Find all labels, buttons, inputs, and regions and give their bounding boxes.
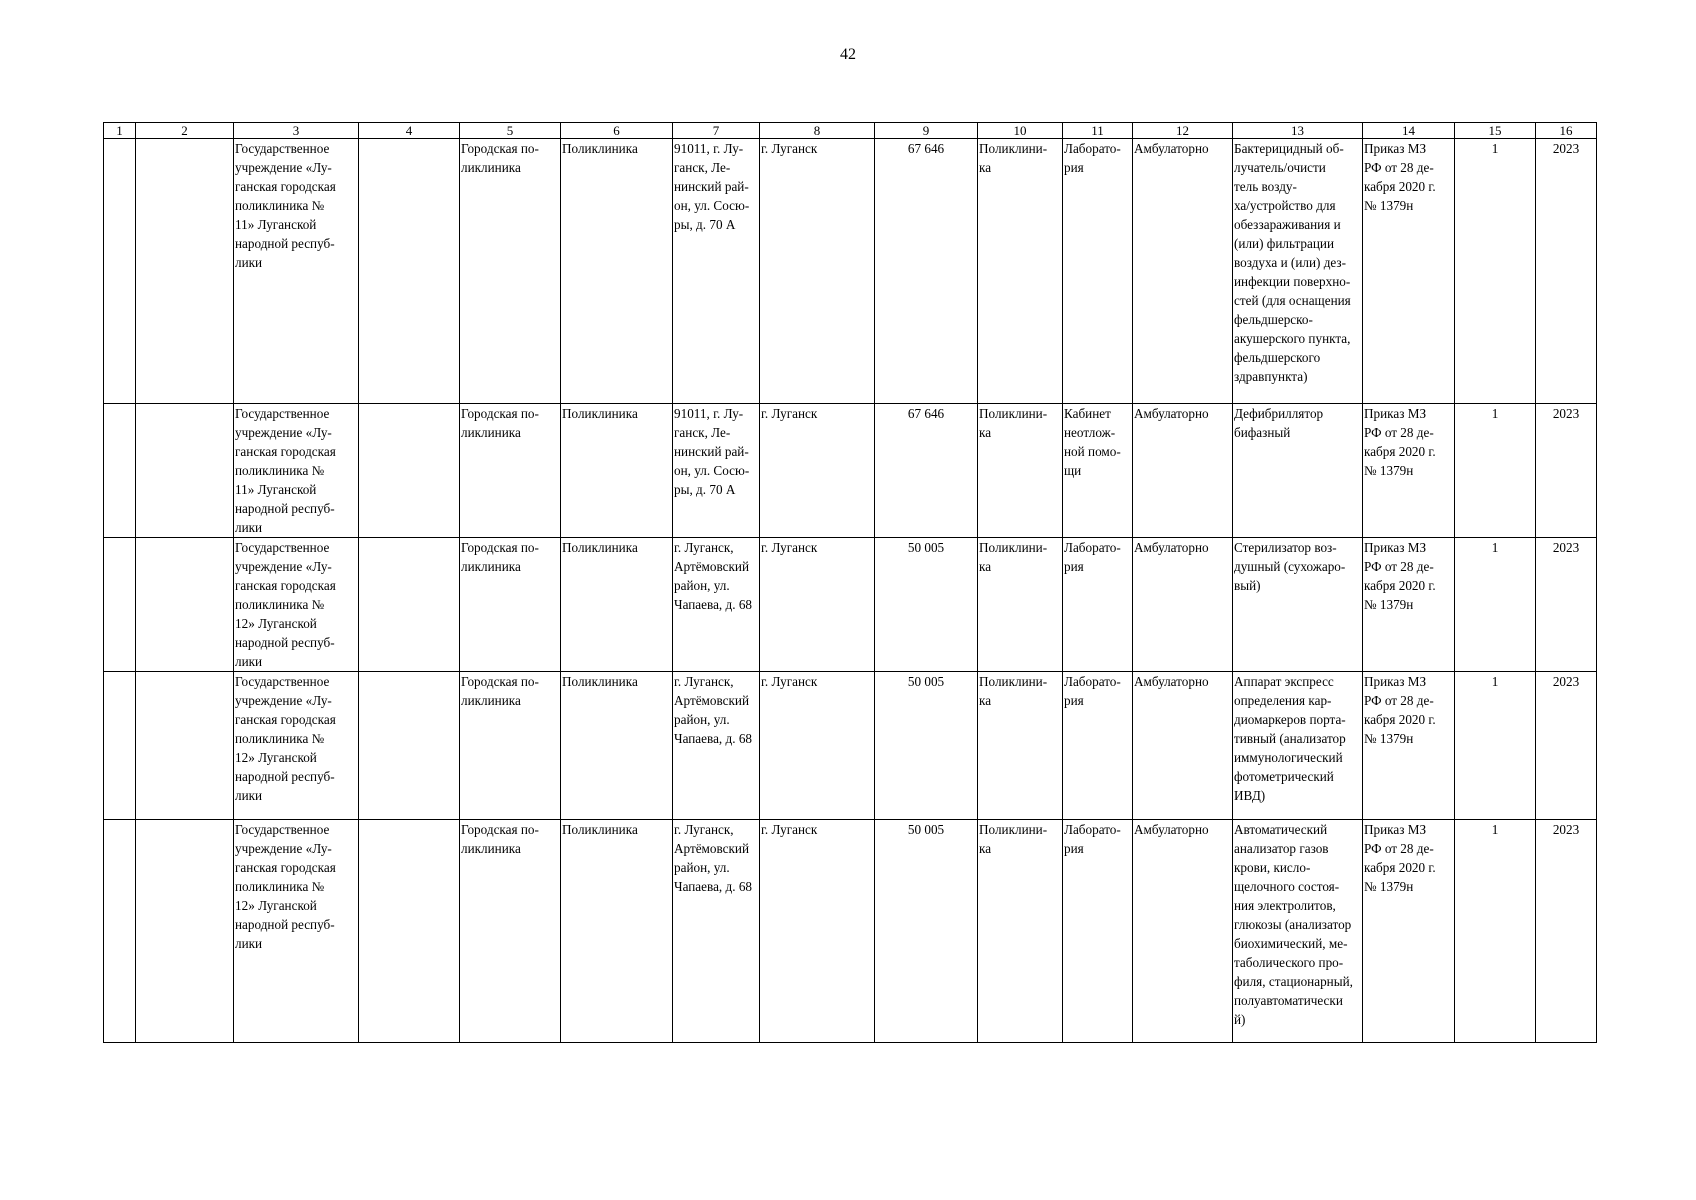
cell-institution — [234, 404, 359, 538]
cell-room — [1063, 404, 1133, 538]
cell-department — [978, 672, 1063, 820]
year: 2023 — [1552, 674, 1580, 689]
header-cell: 9 — [875, 123, 978, 139]
cell-care-mode — [1133, 538, 1233, 672]
cell-quantity — [1455, 139, 1536, 404]
department: Поликлини- ка — [979, 822, 1048, 856]
cell-department — [978, 820, 1063, 1043]
cell-city — [760, 538, 875, 672]
department: Поликлини- ка — [979, 540, 1048, 574]
cell-population — [875, 672, 978, 820]
header-cell: 2 — [136, 123, 234, 139]
room: Кабинет неотлож- ной помо- щи — [1064, 406, 1121, 478]
population: 50 005 — [907, 540, 945, 555]
equipment-name: Стерилизатор воз- душный (сухожаро- вый) — [1234, 540, 1346, 593]
cell-col4 — [359, 404, 460, 538]
header-cell: 11 — [1063, 123, 1133, 139]
table-row — [104, 538, 1597, 672]
city: г. Луганск — [761, 822, 818, 837]
facility-type: Городская по- ликлиника — [461, 406, 539, 440]
city: г. Луганск — [761, 540, 818, 555]
cell-order — [1363, 820, 1455, 1043]
cell-address — [673, 538, 760, 672]
header-cell: 4 — [359, 123, 460, 139]
facility-type: Городская по- ликлиника — [461, 822, 539, 856]
unit-type: Поликлиника — [562, 141, 638, 156]
room: Лаборато- рия — [1064, 141, 1121, 175]
unit-type: Поликлиника — [562, 674, 638, 689]
cell-address — [673, 139, 760, 404]
table-row — [104, 672, 1597, 820]
order-reference: Приказ МЗ РФ от 28 де- кабря 2020 г. № 1379н — [1364, 540, 1436, 612]
quantity: 1 — [1491, 540, 1499, 555]
cell-care-mode — [1133, 139, 1233, 404]
cell-address — [673, 820, 760, 1043]
cell-col1 — [104, 404, 136, 538]
cell-col2 — [136, 538, 234, 672]
cell-institution — [234, 538, 359, 672]
header-cell: 12 — [1133, 123, 1233, 139]
care-mode: Амбулаторно — [1134, 406, 1209, 421]
facility-type: Городская по- ликлиника — [461, 141, 539, 175]
cell-year — [1536, 404, 1597, 538]
department: Поликлини- ка — [979, 674, 1048, 708]
year: 2023 — [1552, 141, 1580, 156]
institution-name: Государственное учреждение «Лу- ганская городская поликлиника № 12» Луганской народной респуб- лики — [235, 674, 336, 803]
cell-population — [875, 538, 978, 672]
table-row — [104, 820, 1597, 1043]
cell-department — [978, 538, 1063, 672]
institution-name: Государственное учреждение «Лу- ганская городская поликлиника № 11» Луганской народной респуб- лики — [235, 406, 336, 535]
header-cell: 13 — [1233, 123, 1363, 139]
cell-institution — [234, 139, 359, 404]
cell-unit-type — [561, 538, 673, 672]
cell-order — [1363, 404, 1455, 538]
quantity: 1 — [1491, 406, 1499, 421]
institution-name: Государственное учреждение «Лу- ганская городская поликлиника № 11» Луганской народной респуб- лики — [235, 141, 336, 270]
cell-unit-type — [561, 820, 673, 1043]
institution-name: Государственное учреждение «Лу- ганская городская поликлиника № 12» Луганской народной респуб- лики — [235, 822, 336, 951]
cell-order — [1363, 672, 1455, 820]
order-reference: Приказ МЗ РФ от 28 де- кабря 2020 г. № 1379н — [1364, 822, 1436, 894]
cell-department — [978, 404, 1063, 538]
population: 67 646 — [907, 406, 945, 421]
cell-col2 — [136, 672, 234, 820]
header-row — [104, 123, 1597, 139]
cell-facility-type — [460, 404, 561, 538]
population: 67 646 — [907, 141, 945, 156]
cell-facility-type — [460, 672, 561, 820]
unit-type: Поликлиника — [562, 822, 638, 837]
room: Лаборато- рия — [1064, 674, 1121, 708]
cell-quantity — [1455, 404, 1536, 538]
order-reference: Приказ МЗ РФ от 28 де- кабря 2020 г. № 1379н — [1364, 141, 1436, 213]
cell-equipment — [1233, 672, 1363, 820]
equipment-name: Автоматический анализатор газов крови, кисло- щелочного состоя- ния электролитов, глюкозы (анализатор биохимический, ме- таболического про- филя, стационарный, полуавтоматически й) — [1234, 822, 1353, 1027]
institution-name: Государственное учреждение «Лу- ганская городская поликлиника № 12» Луганской народной респуб- лики — [235, 540, 336, 669]
cell-facility-type — [460, 538, 561, 672]
table-row — [104, 404, 1597, 538]
cell-equipment — [1233, 139, 1363, 404]
order-reference: Приказ МЗ РФ от 28 де- кабря 2020 г. № 1379н — [1364, 406, 1436, 478]
cell-year — [1536, 139, 1597, 404]
cell-equipment — [1233, 538, 1363, 672]
cell-quantity — [1455, 538, 1536, 672]
cell-col2 — [136, 820, 234, 1043]
header-cell: 5 — [460, 123, 561, 139]
cell-equipment — [1233, 404, 1363, 538]
address: 91011, г. Лу- ганск, Ле- нинский рай- он, ул. Сосю- ры, д. 70 А — [674, 406, 750, 497]
cell-population — [875, 404, 978, 538]
order-reference: Приказ МЗ РФ от 28 де- кабря 2020 г. № 1379н — [1364, 674, 1436, 746]
header-cell: 16 — [1536, 123, 1597, 139]
cell-room — [1063, 820, 1133, 1043]
cell-institution — [234, 672, 359, 820]
table-row — [104, 139, 1597, 404]
cell-care-mode — [1133, 672, 1233, 820]
cell-city — [760, 672, 875, 820]
cell-col1 — [104, 538, 136, 672]
cell-col4 — [359, 672, 460, 820]
cell-quantity — [1455, 672, 1536, 820]
cell-col2 — [136, 404, 234, 538]
care-mode: Амбулаторно — [1134, 674, 1209, 689]
care-mode: Амбулаторно — [1134, 540, 1209, 555]
header-cell: 8 — [760, 123, 875, 139]
cell-city — [760, 820, 875, 1043]
header-cell: 14 — [1363, 123, 1455, 139]
header-cell: 1 — [104, 123, 136, 139]
facility-type: Городская по- ликлиника — [461, 674, 539, 708]
cell-col4 — [359, 538, 460, 672]
cell-year — [1536, 820, 1597, 1043]
cell-unit-type — [561, 404, 673, 538]
quantity: 1 — [1491, 674, 1499, 689]
header-cell: 7 — [673, 123, 760, 139]
cell-unit-type — [561, 139, 673, 404]
cell-year — [1536, 672, 1597, 820]
city: г. Луганск — [761, 674, 818, 689]
care-mode: Амбулаторно — [1134, 822, 1209, 837]
cell-col1 — [104, 820, 136, 1043]
room: Лаборато- рия — [1064, 822, 1121, 856]
unit-type: Поликлиника — [562, 406, 638, 421]
equipment-table — [103, 122, 1597, 1043]
cell-room — [1063, 139, 1133, 404]
cell-care-mode — [1133, 820, 1233, 1043]
header-cell: 15 — [1455, 123, 1536, 139]
cell-col1 — [104, 672, 136, 820]
unit-type: Поликлиника — [562, 540, 638, 555]
cell-institution — [234, 820, 359, 1043]
year: 2023 — [1552, 822, 1580, 837]
cell-col4 — [359, 139, 460, 404]
cell-care-mode — [1133, 404, 1233, 538]
address: г. Луганск, Артёмовский район, ул. Чапаева, д. 68 — [674, 822, 753, 894]
cell-col4 — [359, 820, 460, 1043]
cell-facility-type — [460, 139, 561, 404]
year: 2023 — [1552, 540, 1580, 555]
city: г. Луганск — [761, 141, 818, 156]
header-cell: 3 — [234, 123, 359, 139]
cell-col1 — [104, 139, 136, 404]
page-number: 42 — [840, 46, 856, 63]
quantity: 1 — [1491, 141, 1499, 156]
address: г. Луганск, Артёмовский район, ул. Чапаева, д. 68 — [674, 540, 753, 612]
cell-unit-type — [561, 672, 673, 820]
cell-col2 — [136, 139, 234, 404]
cell-department — [978, 139, 1063, 404]
facility-type: Городская по- ликлиника — [461, 540, 539, 574]
cell-room — [1063, 538, 1133, 672]
city: г. Луганск — [761, 406, 818, 421]
equipment-name: Дефибриллятор бифазный — [1234, 406, 1324, 440]
department: Поликлини- ка — [979, 141, 1048, 175]
cell-room — [1063, 672, 1133, 820]
department: Поликлини- ка — [979, 406, 1048, 440]
cell-address — [673, 672, 760, 820]
cell-population — [875, 139, 978, 404]
cell-facility-type — [460, 820, 561, 1043]
care-mode: Амбулаторно — [1134, 141, 1209, 156]
cell-order — [1363, 139, 1455, 404]
cell-year — [1536, 538, 1597, 672]
year: 2023 — [1552, 406, 1580, 421]
quantity: 1 — [1491, 822, 1499, 837]
header-cell: 6 — [561, 123, 673, 139]
population: 50 005 — [907, 674, 945, 689]
address: г. Луганск, Артёмовский район, ул. Чапаева, д. 68 — [674, 674, 753, 746]
cell-population — [875, 820, 978, 1043]
equipment-name: Бактерицидный об- лучатель/очисти тель возду- ха/устройство для обеззараживания и (или) фильтрации воздуха и (или) дез- инфекции поверхно- стей (для оснащения фельдшерско- акушерского пункта, фельдшерского здравпункта) — [1234, 141, 1351, 384]
cell-quantity — [1455, 820, 1536, 1043]
header-cell: 10 — [978, 123, 1063, 139]
cell-equipment — [1233, 820, 1363, 1043]
cell-city — [760, 139, 875, 404]
equipment-name: Аппарат экспресс определения кар- диомаркеров порта- тивный (анализатор иммунологический фотометрический ИВД) — [1234, 674, 1346, 803]
cell-address — [673, 404, 760, 538]
cell-order — [1363, 538, 1455, 672]
population: 50 005 — [907, 822, 945, 837]
address: 91011, г. Лу- ганск, Ле- нинский рай- он, ул. Сосю- ры, д. 70 А — [674, 141, 750, 232]
room: Лаборато- рия — [1064, 540, 1121, 574]
cell-city — [760, 404, 875, 538]
